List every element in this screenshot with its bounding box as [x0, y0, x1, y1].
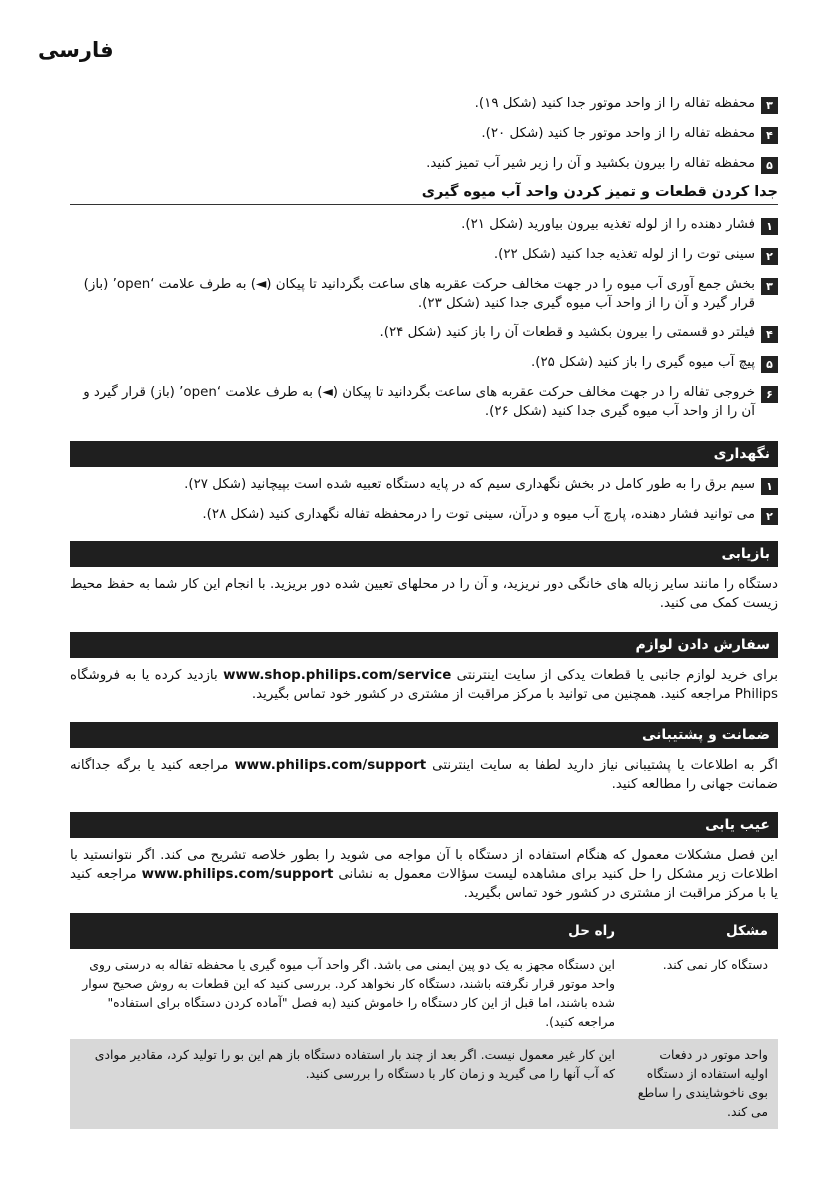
column-header-solution: راه حل	[70, 913, 625, 949]
step-text: بخش جمع آوری آب میوه را در جهت مخالف حرکت عقربه های ساعت بگردانید تا پیکان (◄) به طرف علامت ‘open’ (باز) قرار گیرد و آن را از واحد آب میوه گیری جدا کنید (شکل ۲۳).	[83, 277, 755, 311]
ordering-text-before: برای خرید لوازم جانبی یا قطعات یدکی از سایت اینترنتی	[456, 668, 778, 683]
step-item	[70, 475, 778, 495]
step-number-badge: ۳	[761, 97, 778, 114]
step-text: محفظه تفاله را از واحد موتور جدا کنید (شکل ۱۹).	[474, 96, 755, 111]
table-row	[70, 1039, 778, 1129]
step-text: سیم برق را به طور کامل در بخش نگهداری سیم که در پایه دستگاه تعبیه شده است بپیچانید (شکل ۲۷).	[184, 477, 755, 492]
step-item	[70, 154, 778, 174]
ordering-text-after: بازدید کرده یا به فروشگاه Philips مراجعه کنید. همچنین می توانید با مرکز مراقبت از مشتری در کشور خود تماس بگیرید.	[70, 668, 778, 702]
step-item	[70, 245, 778, 265]
step-number-badge: ۵	[761, 356, 778, 373]
step-number-badge: ۴	[761, 326, 778, 343]
table-row	[70, 949, 778, 1039]
section-header-guarantee: ضمانت و پشتیبانی	[70, 722, 778, 748]
solution-cell: این دستگاه مجهز به یک دو پین ایمنی می باشد. اگر واحد آب میوه گیری یا محفظه تفاله به درستی روی واحد موتور قرار نگرفته باشند، دستگاه کار نخواهد کرد. بررسی کنید که این قطعات به روش صحیح سوار شده باشند، اما قبل از این کار دستگاه را خاموش کنید (به فصل "آماده کردن دستگاه برای استفاده" مراجعه کنید).	[70, 949, 625, 1039]
step-item	[70, 383, 778, 421]
step-text: پیچ آب میوه گیری را باز کنید (شکل ۲۵).	[530, 355, 755, 370]
step-item	[70, 323, 778, 343]
recycling-text: دستگاه را مانند سایر زباله های خانگی دور نریزید، و آن را در محلهای تعیین شده دور بریزید. با انجام این کار شما به حفظ محیط زیست کمک می کنید.	[70, 577, 778, 611]
problem-cell: دستگاه کار نمی کند.	[625, 949, 778, 1039]
column-header-problem: مشکل	[625, 913, 778, 949]
troubleshooting-table	[70, 913, 778, 1129]
troubleshooting-text-after: مراجعه کنید یا با مرکز مراقبت از مشتری در کشور خود تماس بگیرید.	[70, 867, 778, 901]
step-text: خروجی تفاله را در جهت مخالف حرکت عقربه های ساعت بگردانید تا پیکان (◄) به طرف علامت ‘open’ (باز) قرار گیرد و آن را از واحد آب میوه گیری جدا کنید (شکل ۲۶).	[83, 385, 755, 419]
step-number-badge: ۲	[761, 508, 778, 525]
step-text: می توانید فشار دهنده، پارچ آب میوه و درآن، سینی توت را درمحفظه تفاله نگهداری کنید (شکل ۲۸).	[202, 507, 755, 522]
step-text: محفظه تفاله را از واحد موتور جا کنید (شکل ۲۰).	[481, 126, 755, 141]
step-number-badge: ۱	[761, 218, 778, 235]
section-header-ordering: سفارش دادن لوازم	[70, 632, 778, 658]
step-number-badge: ۴	[761, 127, 778, 144]
step-item	[70, 505, 778, 525]
step-text: سینی توت را از لوله تغذیه جدا کنید (شکل ۲۲).	[493, 247, 755, 262]
step-text: فشار دهنده را از لوله تغذیه بیرون بیاورید (شکل ۲۱).	[461, 217, 755, 232]
cleaning-steps	[70, 94, 778, 431]
subsection-title: جدا کردن قطعات و تمیز کردن واحد آب میوه گیری	[70, 184, 778, 205]
step-number-badge: ۵	[761, 157, 778, 174]
table-header-row	[70, 913, 778, 949]
section-header-recycling: بازیابی	[70, 541, 778, 567]
troubleshooting-text	[70, 846, 778, 903]
step-number-badge: ۱	[761, 478, 778, 495]
manual-page	[70, 0, 778, 1191]
troubleshooting-table-wrap	[70, 913, 778, 1129]
storage-steps	[70, 475, 778, 535]
language-title: فارسی	[38, 38, 114, 62]
step-text: فیلتر دو قسمتی را بیرون بکشید و قطعات آن را باز کنید (شکل ۲۴).	[379, 325, 755, 340]
section-header-storage: نگهداری	[70, 441, 778, 467]
step-number-badge: ۲	[761, 248, 778, 265]
section-header-troubleshooting: عیب یابی	[70, 812, 778, 838]
guarantee-text-after: مراجعه کنید یا برگه جداگانه ضمانت جهانی را مطالعه کنید.	[70, 758, 778, 792]
guarantee-text	[70, 756, 778, 794]
step-item	[70, 275, 778, 313]
step-text: محفظه تفاله را بیرون بکشید و آن را زیر شیر آب تمیز کنید.	[426, 156, 755, 171]
step-item	[70, 94, 778, 114]
step-item	[70, 124, 778, 144]
step-item	[70, 353, 778, 373]
ordering-text	[70, 666, 778, 704]
step-number-badge: ۶	[761, 386, 778, 403]
step-item	[70, 215, 778, 235]
support-url-link[interactable]: www.philips.com/support	[234, 758, 427, 773]
faq-url-link[interactable]: www.philips.com/support	[141, 867, 334, 882]
step-number-badge: ۳	[761, 278, 778, 295]
solution-cell: این کار غیر معمول نیست. اگر بعد از چند بار استفاده دستگاه باز هم این بو را تولید کرد، مقادیر موادی که آب آنها را می گیرید و زمان کار با دستگاه را بررسی کنید.	[70, 1039, 625, 1129]
troubleshooting-text-before: این فصل مشکلات معمول که هنگام استفاده از دستگاه با آن مواجه می شوید را بطور خلاصه تشریح می کند. اگر نتوانستید با اطلاعات زیر مشکل را حل کنید برای مشاهده لیست سؤالات معمول به نشانی	[70, 848, 778, 882]
shop-url-link[interactable]: www.shop.philips.com/service	[223, 668, 452, 683]
problem-cell: واحد موتور در دفعات اولیه استفاده از دستگاه بوی ناخوشایندی را ساطع می کند.	[625, 1039, 778, 1129]
guarantee-text-before: اگر به اطلاعات یا پشتیبانی نیاز دارید لطفا به سایت اینترنتی	[432, 758, 778, 773]
